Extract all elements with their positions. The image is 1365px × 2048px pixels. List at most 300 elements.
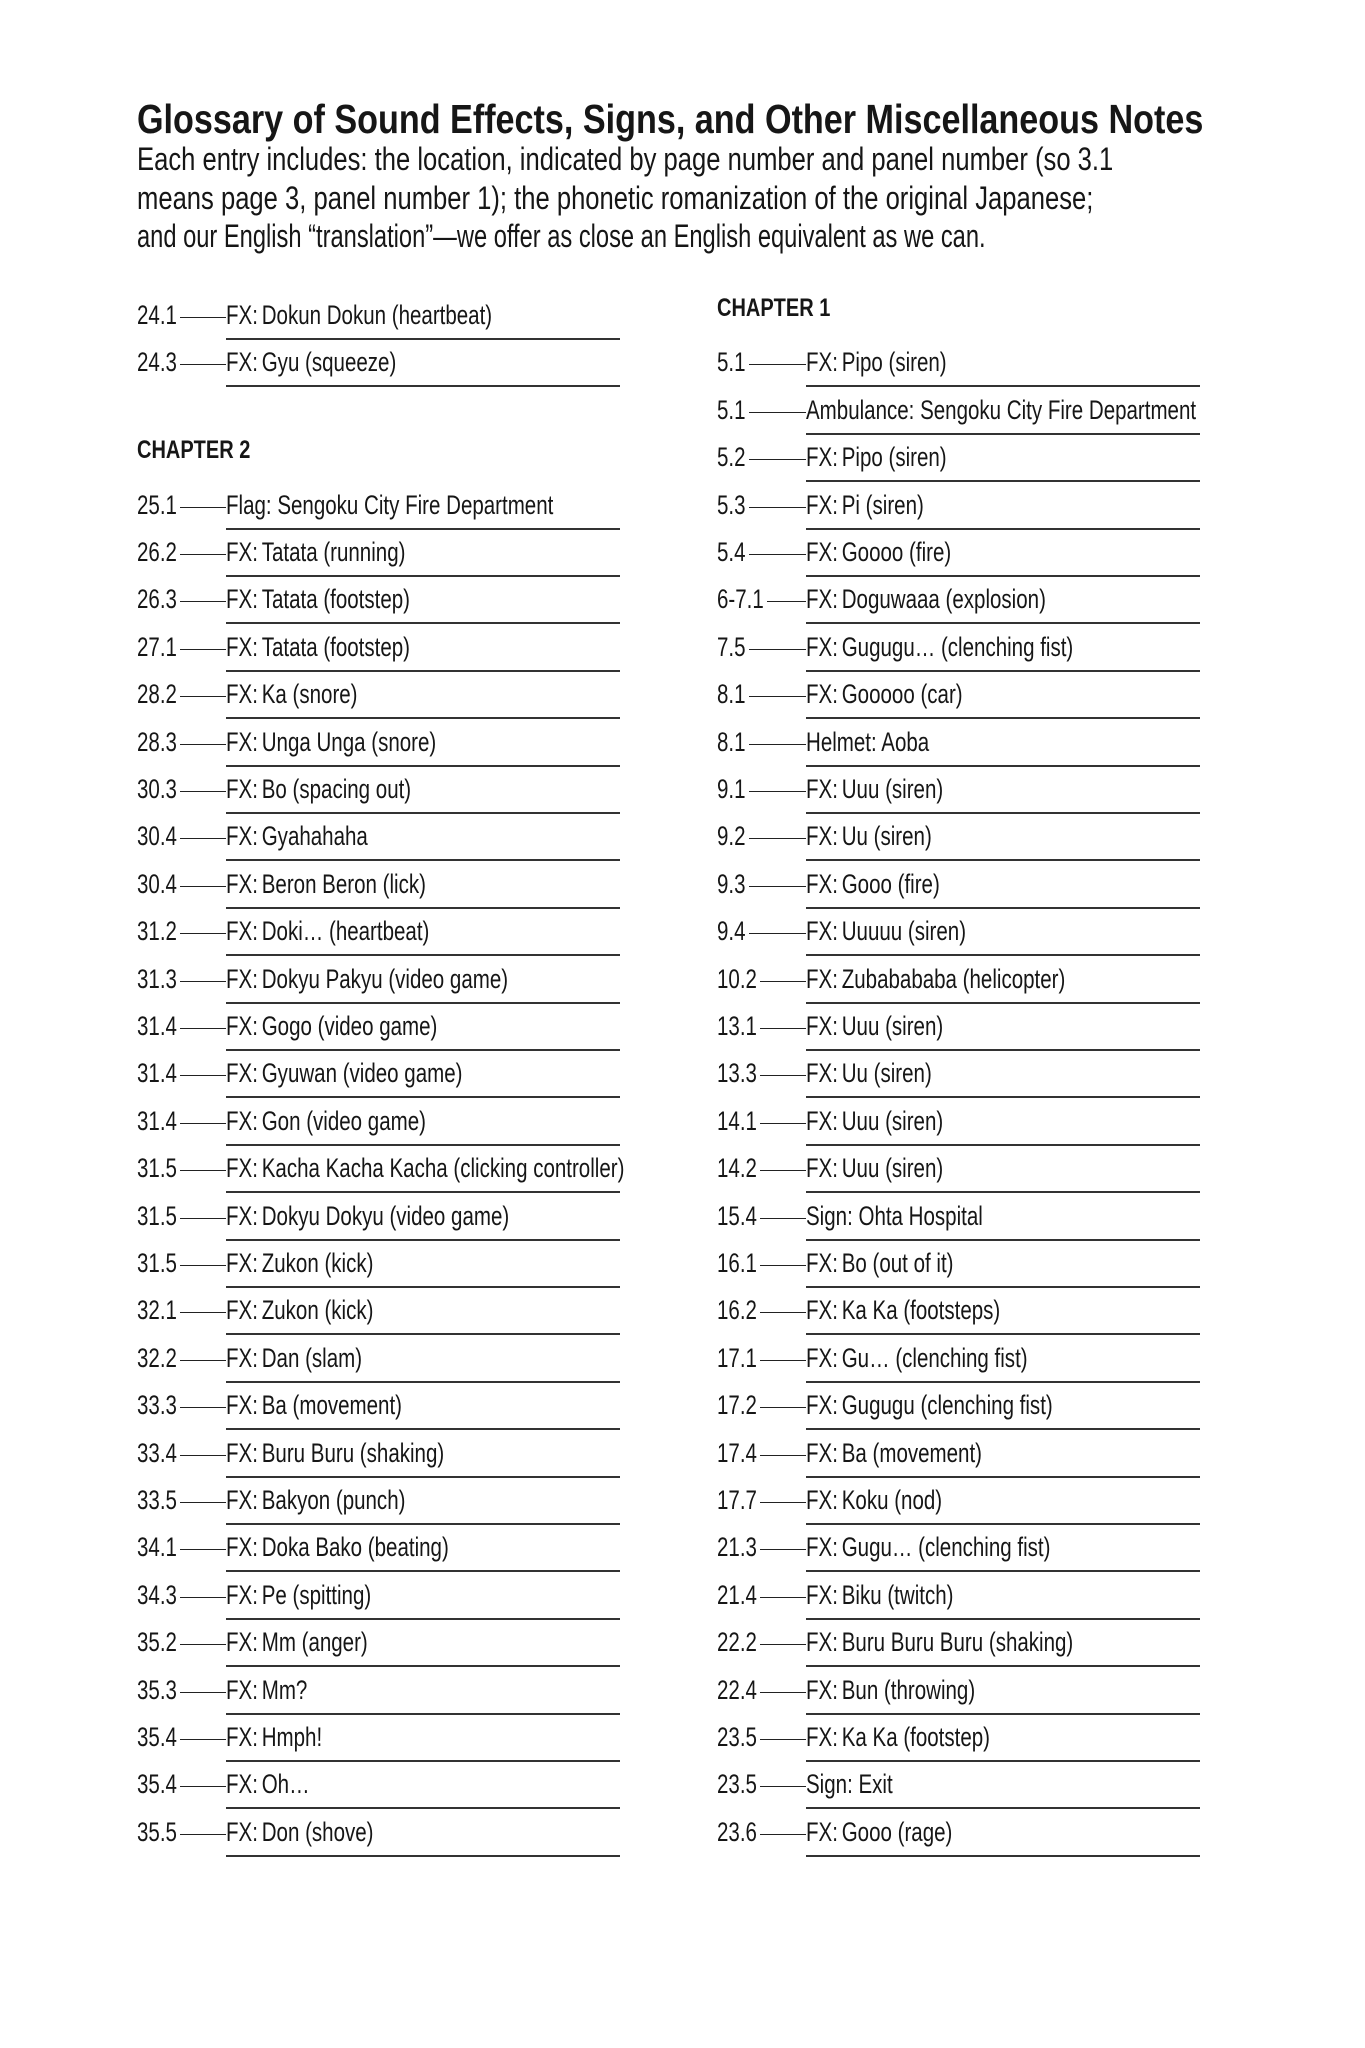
glossary-entry (717, 1617, 1200, 1657)
entry-label: FX: (806, 1058, 838, 1089)
glossary-entry (137, 1096, 620, 1136)
glossary-entry (717, 1522, 1200, 1562)
entry-text-underlined (226, 916, 620, 956)
entry-label: FX: (226, 774, 258, 804)
location-number: 10.2 (717, 963, 757, 994)
entry-value: Gyu (squeeze) (261, 347, 397, 378)
entry-value: Gooo (rage) (841, 1816, 953, 1847)
location-number: 8.1 (717, 726, 746, 757)
entry-location (137, 1675, 226, 1705)
glossary-entry (137, 290, 620, 330)
entry-location (717, 537, 806, 567)
entry-location (717, 679, 806, 709)
glossary-entry (717, 1048, 1200, 1088)
location-number: 24.3 (137, 347, 177, 378)
entry-location (137, 1343, 226, 1373)
entry-text-underlined (806, 1153, 1200, 1193)
entry-value: Uuuuu (siren) (841, 916, 967, 947)
chapter-heading: CHAPTER 2 (137, 436, 251, 465)
entry-text-underlined (806, 442, 1200, 482)
entry-label: FX: (226, 1248, 258, 1278)
entry-value: Tatata (footstep) (261, 631, 411, 662)
entry-location (717, 1722, 806, 1752)
location-number: 31.4 (137, 1058, 177, 1089)
leader-dash (760, 1265, 806, 1266)
leader-dash (760, 1312, 806, 1313)
entry-location (137, 1390, 226, 1420)
glossary-entry (717, 385, 1200, 425)
entry-value: Zubabababa (helicopter) (841, 963, 1066, 994)
entry-value: Buru Buru (shaking) (261, 1437, 445, 1468)
entry-location (137, 679, 226, 709)
location-number: 34.3 (137, 1579, 177, 1610)
glossary-entry (717, 1475, 1200, 1515)
entry-location (137, 1248, 226, 1278)
leader-dash (749, 886, 806, 887)
entry-label: FX: (226, 1532, 258, 1563)
glossary-entry (717, 1570, 1200, 1610)
entry-location (137, 632, 226, 662)
entry-text (806, 727, 929, 757)
entry-location (717, 1438, 806, 1468)
leader-dash (760, 1692, 806, 1693)
entry-label: FX: (806, 1485, 838, 1515)
location-number: 35.5 (137, 1816, 177, 1847)
entry-text-underlined (806, 1675, 1200, 1715)
entry-label: FX: (806, 442, 838, 473)
glossary-entry (137, 1807, 620, 1847)
entry-location (717, 1201, 806, 1231)
entry-location (717, 821, 806, 851)
glossary-entry (137, 906, 620, 946)
location-number: 35.4 (137, 1722, 177, 1752)
location-number: 22.2 (717, 1627, 757, 1658)
location-number: 14.2 (717, 1153, 757, 1184)
location-number: 31.5 (137, 1153, 177, 1184)
entry-value: Gugugu… (clenching fist) (841, 631, 1074, 662)
entry-value: Ka (snore) (261, 679, 358, 710)
glossary-entry (137, 1665, 620, 1705)
entry-text-underlined (806, 1201, 1200, 1241)
location-number: 31.4 (137, 1011, 177, 1041)
entry-value: Ohta Hospital (858, 1200, 983, 1231)
entry-text-underlined (226, 679, 620, 719)
entry-label: FX: (226, 868, 258, 899)
glossary-entry (137, 1238, 620, 1278)
entry-label: FX: (806, 1532, 838, 1563)
entry-text-underlined (806, 347, 1200, 387)
entry-text-underlined (806, 537, 1200, 577)
entry-value: Pe (spitting) (261, 1579, 372, 1610)
entry-value: Oh… (261, 1769, 310, 1800)
entry-text-underlined (226, 1627, 620, 1667)
location-number: 17.2 (717, 1390, 757, 1421)
chapter-heading: CHAPTER 1 (717, 294, 831, 322)
entry-location (137, 300, 226, 330)
entry-value: Pipo (siren) (841, 442, 947, 473)
leader-dash (749, 933, 806, 934)
leader-dash (760, 1218, 806, 1219)
entry-label: FX: (226, 1437, 258, 1468)
entry-text-underlined (226, 727, 620, 767)
intro-line: means page 3, panel number 1); the phonetic romanization of the original Japanese; (137, 179, 1094, 216)
glossary-entry (717, 811, 1200, 851)
entry-location (137, 1817, 226, 1847)
entry-text-underlined (226, 774, 620, 814)
glossary-entry (717, 1665, 1200, 1705)
entry-text-underlined (226, 1201, 620, 1241)
entry-text-underlined (806, 1627, 1200, 1667)
entry-label: FX: (226, 679, 258, 710)
glossary-entry (137, 1191, 620, 1231)
location-number: 23.5 (717, 1722, 757, 1752)
location-number: 17.7 (717, 1485, 757, 1515)
entry-value: Ba (movement) (261, 1390, 402, 1421)
entry-location (137, 1058, 226, 1088)
entry-label: FX: (226, 631, 258, 662)
entry-label: FX: (806, 584, 838, 615)
entry-value: Ba (movement) (841, 1437, 982, 1468)
entry-location (137, 1722, 226, 1752)
glossary-entry (137, 1380, 620, 1420)
glossary-entry (717, 622, 1200, 662)
entry-value: Kacha Kacha Kacha (clicking controller) (261, 1153, 625, 1184)
entry-text-underlined (226, 1248, 620, 1288)
glossary-entry (137, 811, 620, 851)
leader-dash (180, 1028, 226, 1029)
entry-location (717, 1058, 806, 1088)
leader-dash (180, 1312, 226, 1313)
leader-dash (180, 744, 226, 745)
leader-dash (180, 1597, 226, 1598)
entry-location (717, 347, 806, 377)
entry-value: Bo (spacing out) (261, 774, 412, 804)
entry-label: FX: (226, 1816, 258, 1847)
entry-text-underlined (226, 584, 620, 624)
entry-text-underlined (806, 1343, 1200, 1383)
location-number: 17.4 (717, 1437, 757, 1468)
glossary-entry (137, 1712, 620, 1752)
leader-dash (749, 744, 806, 745)
leader-dash (180, 1170, 226, 1171)
entry-text-underlined (226, 1485, 620, 1525)
entry-text-underlined (226, 1817, 620, 1857)
entry-text-underlined (806, 1485, 1200, 1525)
entry-text-underlined (806, 774, 1200, 814)
entry-label: FX: (226, 1058, 258, 1089)
entry-text-underlined (806, 1817, 1200, 1857)
entry-value: Hmph! (261, 1722, 323, 1752)
location-number: 9.2 (717, 821, 746, 852)
location-number: 6-7.1 (717, 584, 764, 615)
entry-value: Gogo (video game) (261, 1011, 438, 1041)
entry-text-underlined (806, 1438, 1200, 1478)
entry-text-underlined (806, 395, 1200, 435)
entry-label: FX: (806, 1627, 838, 1658)
entry-label: FX: (226, 1579, 258, 1610)
entry-label: FX: (806, 1390, 838, 1421)
entry-location (717, 584, 806, 614)
entry-value: Gooooo (car) (841, 679, 963, 710)
location-number: 8.1 (717, 679, 746, 710)
entry-text-underlined (226, 1722, 620, 1762)
location-number: 27.1 (137, 631, 177, 662)
glossary-entry (137, 1570, 620, 1610)
glossary-entry (137, 1048, 620, 1088)
glossary-entry (717, 1380, 1200, 1420)
entry-value: Beron Beron (lick) (261, 868, 426, 899)
location-number: 33.4 (137, 1437, 177, 1468)
entry-text-underlined (806, 1390, 1200, 1430)
entry-value: Gooo (fire) (841, 868, 940, 899)
entry-label: Flag: (226, 489, 272, 520)
location-number: 22.4 (717, 1674, 757, 1705)
entry-location (137, 1153, 226, 1183)
entry-text-underlined (806, 869, 1200, 909)
entry-location (717, 727, 806, 757)
entry-label: FX: (806, 1674, 838, 1705)
leader-dash (180, 1786, 226, 1787)
leader-dash (180, 791, 226, 792)
glossary-entry (137, 1285, 620, 1325)
entry-label: FX: (226, 300, 258, 330)
glossary-entry (137, 527, 620, 567)
entry-value: Sengoku City Fire Department (920, 394, 1197, 425)
entry-location (717, 1485, 806, 1515)
entry-location (717, 1769, 806, 1799)
entry-label: Ambulance: (806, 394, 915, 425)
leader-dash (180, 317, 226, 318)
location-number: 16.1 (717, 1248, 757, 1278)
leader-dash (180, 1218, 226, 1219)
leader-dash (180, 1360, 226, 1361)
location-number: 26.2 (137, 537, 177, 567)
glossary-entry (137, 1522, 620, 1562)
entry-value: Uuu (siren) (841, 774, 944, 804)
entry-text-underlined (806, 679, 1200, 719)
glossary-entry (137, 574, 620, 614)
entry-value: Dokun Dokun (heartbeat) (261, 300, 493, 330)
location-number: 35.2 (137, 1627, 177, 1658)
entry-value: Biku (twitch) (841, 1579, 954, 1610)
entry-text-underlined (226, 821, 620, 861)
entry-location (137, 1532, 226, 1562)
entry-value: Dokyu Pakyu (video game) (261, 963, 509, 994)
location-number: 5.1 (717, 347, 746, 378)
glossary-entry (717, 1238, 1200, 1278)
glossary-entry (717, 1001, 1200, 1041)
intro-paragraph (137, 140, 1357, 256)
entry-location (717, 1675, 806, 1705)
entry-label: FX: (806, 537, 838, 567)
glossary-entry (717, 1807, 1200, 1847)
entry-location (717, 1343, 806, 1373)
entry-location (137, 347, 226, 377)
leader-dash (180, 649, 226, 650)
location-number: 7.5 (717, 631, 746, 662)
entry-text-underlined (226, 300, 620, 340)
entry-text (806, 1769, 893, 1799)
entry-text-underlined (226, 1769, 620, 1809)
leader-dash (767, 601, 806, 602)
entry-text-underlined (806, 821, 1200, 861)
entry-text-underlined (806, 964, 1200, 1004)
entry-location (137, 1580, 226, 1610)
leader-dash (180, 554, 226, 555)
entry-value: Gon (video game) (261, 1105, 426, 1136)
glossary-entry (137, 337, 620, 377)
entry-label: FX: (226, 537, 258, 567)
entry-location (717, 869, 806, 899)
entry-location (717, 490, 806, 520)
intro-line: Each entry includes: the location, indicated by page number and panel number (so 3.1 (137, 141, 1114, 177)
entry-text-underlined (226, 1675, 620, 1715)
leader-dash (180, 1407, 226, 1408)
entry-label: Sign: (806, 1200, 853, 1231)
glossary-entry (137, 859, 620, 899)
leader-dash (760, 1123, 806, 1124)
location-number: 21.4 (717, 1579, 757, 1610)
entry-label: FX: (226, 821, 258, 852)
glossary-entry (137, 1475, 620, 1515)
glossary-entry (717, 669, 1200, 709)
location-number: 32.1 (137, 1295, 177, 1326)
entry-label: FX: (806, 868, 838, 899)
leader-dash (760, 1028, 806, 1029)
glossary-entry (137, 669, 620, 709)
entry-text-underlined (226, 1011, 620, 1051)
entry-location (137, 1106, 226, 1136)
leader-dash (180, 981, 226, 982)
entry-text-underlined (226, 1438, 620, 1478)
glossary-entry (717, 717, 1200, 757)
entry-value: Zukon (kick) (261, 1248, 374, 1278)
leader-dash (749, 838, 806, 839)
entry-label: FX: (226, 963, 258, 994)
entry-label: FX: (226, 1342, 258, 1373)
location-number: 31.5 (137, 1200, 177, 1231)
location-number: 13.3 (717, 1058, 757, 1089)
entry-location (137, 1485, 226, 1515)
leader-dash (180, 1834, 226, 1835)
entry-location (717, 1295, 806, 1325)
leader-dash (180, 1644, 226, 1645)
entry-location (717, 1106, 806, 1136)
entry-text-underlined (226, 1532, 620, 1572)
entry-value: Koku (nod) (841, 1485, 943, 1515)
entry-value: Unga Unga (snore) (261, 726, 437, 757)
leader-dash (760, 1502, 806, 1503)
location-number: 5.2 (717, 442, 746, 473)
location-number: 33.3 (137, 1390, 177, 1421)
entry-location (717, 632, 806, 662)
location-number: 31.2 (137, 916, 177, 947)
glossary-entry (717, 906, 1200, 946)
glossary-entry (717, 1096, 1200, 1136)
leader-dash (180, 601, 226, 602)
entry-value: Tatata (footstep) (261, 584, 411, 615)
entry-label: FX: (226, 1011, 258, 1041)
leader-dash (760, 1644, 806, 1645)
location-number: 21.3 (717, 1532, 757, 1563)
entry-text-underlined (226, 1106, 620, 1146)
entry-location (717, 916, 806, 946)
entry-location (717, 395, 806, 425)
entry-location (717, 442, 806, 472)
entry-text-underlined (226, 632, 620, 672)
entry-text-underlined (806, 1769, 1200, 1809)
glossary-entry (137, 1333, 620, 1373)
location-number: 30.4 (137, 868, 177, 899)
glossary-entry (717, 859, 1200, 899)
entry-label: FX: (806, 1011, 838, 1041)
location-number: 30.4 (137, 821, 177, 852)
location-number: 28.2 (137, 679, 177, 710)
entry-label: FX: (806, 1342, 838, 1373)
entry-value: Gugugu (clenching fist) (841, 1390, 1053, 1421)
entry-location (717, 774, 806, 804)
entry-label: FX: (226, 1295, 258, 1326)
entry-value: Uu (siren) (841, 821, 932, 852)
entry-value: Don (shove) (261, 1816, 374, 1847)
entry-text-underlined (806, 1248, 1200, 1288)
entry-text-underlined (226, 1153, 625, 1193)
glossary-entry (717, 1285, 1200, 1325)
entry-value: Sengoku City Fire Department (277, 489, 554, 520)
location-number: 31.3 (137, 963, 177, 994)
entry-text-underlined (806, 490, 1200, 530)
glossary-entry (717, 1712, 1200, 1752)
entry-label: FX: (806, 1153, 838, 1184)
glossary-entry (717, 1428, 1200, 1468)
glossary-entry (137, 764, 620, 804)
leader-dash (760, 1075, 806, 1076)
glossary-entry (717, 432, 1200, 472)
leader-dash (760, 1407, 806, 1408)
location-number: 23.6 (717, 1816, 757, 1847)
entry-value: Uuu (siren) (841, 1011, 944, 1041)
entry-label: FX: (806, 1248, 838, 1278)
leader-dash (749, 554, 806, 555)
glossary-entry (137, 480, 620, 520)
entry-label: FX: (806, 679, 838, 710)
location-number: 9.1 (717, 774, 746, 804)
entry-value: Buru Buru Buru (shaking) (841, 1627, 1074, 1658)
entry-value: Dan (slam) (261, 1342, 363, 1373)
location-number: 9.4 (717, 916, 746, 947)
leader-dash (180, 1692, 226, 1693)
entry-text-underlined (226, 1058, 620, 1098)
location-number: 15.4 (717, 1200, 757, 1231)
entry-value: Bakyon (punch) (261, 1485, 406, 1515)
entry-location (137, 1627, 226, 1657)
entry-text-underlined (806, 1058, 1200, 1098)
entry-label: FX: (806, 1437, 838, 1468)
entry-value: Mm? (261, 1674, 308, 1705)
entry-location (137, 490, 226, 520)
location-number: 17.1 (717, 1342, 757, 1373)
entry-label: FX: (226, 1627, 258, 1658)
entry-text-underlined (806, 1722, 1200, 1762)
intro-line: and our English “translation”—we offer as close an English equivalent as we can. (137, 218, 986, 254)
entry-location (717, 1153, 806, 1183)
leader-dash (749, 412, 806, 413)
leader-dash (180, 364, 226, 365)
entry-label: FX: (226, 1153, 258, 1184)
entry-location (717, 1532, 806, 1562)
location-number: 5.1 (717, 394, 746, 425)
entry-label: FX: (226, 726, 258, 757)
